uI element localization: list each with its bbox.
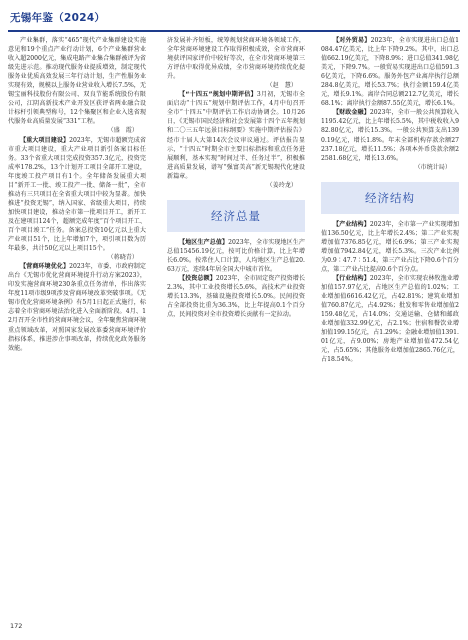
paragraph-text: 2023年，全市实现地区生产总值15456.19亿元，按可比价格计算，比上年增长6.0%。按常住人口计算，人均地区生产总值20.63万元，连续4年居全国大中城市首位。: [167, 238, 305, 273]
paragraph-investment: [167, 274, 305, 319]
paragraph-business-environment: [8, 262, 146, 352]
paragraph-industry-clusters: 产业集群，落实“465”现代产业集群建设实施意见和19个重点产业行动计划，6个产业集群营业收入超2000亿元，集成电路产业集合集群被评为省级先进示范。推动现代服务业提质增效，制定现代服务业优质高效发展三年行动计划，生产性服务业实现有效，规模以上服务业营业收入增长7.5%，无锡宝丽科技股份有限公司、双良节能系统股份有限公司，江阴高新技术产业开发区获评省两业融合设计标杆引领典型称号，12个集聚区和企业入选省现代服务业高质量发展“331”工程。: [8, 37, 146, 126]
section-banner-title: 经济结构: [365, 190, 415, 205]
paragraph-text: 2023年，全市固定资产投资增长2.3%，其中工业投资增长5.6%，高技术产业投资增长13.3%，基础设施投资增长5.0%。民间投资占全部投资比重为36.3%，比上年提高0.1个百分点，民间投资对全市投资增长贡献有一定拉动。: [167, 274, 305, 319]
section-heading-midterm-evaluation: 【“十四五”规划中期评估】: [179, 91, 257, 99]
paragraph-text: 2023年，市委、市政府制定出台《无锡市优化营商环境提升行动方案2023》，印发实施营商环境230条重点任务清单，作出落实年度11项市级9项涉及营商环境改革突破事项。《无锡市优化营商环境条例》有5月1日起正式施行，标志着全市营商环境法治化进入全面新阶段。4月、12月召开全市性的营商环境会议，全年聚焦营商环境重点领域改革，对照国家发展改革委营商环境评价指标体系，推进涉企事项改革，持续优化政务服务效能。: [8, 263, 146, 352]
paragraph-midterm-evaluation: [167, 90, 305, 180]
column-3: [321, 36, 459, 364]
page-number: 172: [10, 622, 23, 630]
paragraph-text: 2023年，无锡市超额完成省市重大项目建设，重大产业项目新引备案目标任务。33个省重大项目完成投资357.3亿元，投资完成率178.2%，13个计划开工项目全部开工建设，年度竣工投产项目有1个。全年储备发展重大项目“新开工一批、竣工投产一批、储备一批”，全市推动有三只项目在全省重大项目中较为显著。加快推进“投资无锡”，纳入国家、省级重大项目，持续加快项目建设，推动全市第一批项目开工，新开工及在建项目124个，超额完成年度“百个项目开工、百个项目竣工”任务。备案总投资10亿元以上重大产业项目51个，比上年增加7个，项引项目数为历年最多，共计50亿元以上项目15个。: [8, 136, 146, 253]
section-banner-economic-aggregate: [167, 200, 305, 232]
paragraph-text: 3月初，无锡市全面启动“十四五”规划中期评估工作，4月中旬召开全市“十四五”中期评估工作启动协调会。10月26日，《无锡市国民经济和社会发展第十四个五年规划和二〇三五年远景目标纲要》实施中期评估报告》经市十届人大第14次会议审议通过。评估报告显示，“十四五”时期全市主要目标指标和重点任务进展顺利，基本实现“时间过半、任务过半”，积极推进高质量发展，谱写“强富美高”新无锡现代化建设新篇章。: [167, 91, 305, 180]
paragraph-text: 2023年，全市实现进出口总值1084.47亿美元，比上年下降9.2%。其中，出口总值662.19亿美元，下降8.9%；进口总值341.98亿美元，下降9.7%。一般贸易实现进出口总值591.36亿美元，下降6.6%。服务外包产业离岸执行总额284.8亿美元，增长53.7%；执行金额159.4亿美元，增长9.1%。离岸合同总额212.7亿美元，增长68.1%；离岸执行金额87.55亿美元，增长6.1%。: [321, 37, 460, 108]
section-banner-title: 经济总量: [211, 208, 261, 223]
author-signature: （蒋晓青）: [107, 254, 138, 262]
paragraph-text: 2023年，全市一般公共预算收入1195.42亿元，比上年增长5.5%，其中税收收入982.80亿元，增长15.3%。一般公共预算支出1390.19亿元，增长1.8%。年末全部机构存款余额27237.18亿元，增长11.5%；各项本外币贷款余额22581.68亿元，增长13.6%。: [321, 109, 459, 162]
page-header-title: 无锡年鉴（2024）: [10, 12, 106, 24]
author-signature: （姜玲龙）: [266, 181, 297, 189]
column-1: [8, 36, 146, 353]
paragraph-text: 2023年，全市第一产业实现增加值136.50亿元，比上年增长2.4%；第二产业实现增加值7376.85亿元，增长6.9%；第三产业实现增加值7942.84亿元，增长5.3%。三次产业比例为0.9∶47.7∶51.4，第三产业占比下降0.6个百分点，第二产业占比提高0.6个百分点。: [321, 220, 459, 273]
author-signature: （盛 霞）: [107, 127, 138, 135]
section-heading-major-projects: 【重大项目建设】: [20, 136, 70, 144]
section-heading-industrial-structure: 【产业结构】: [333, 220, 370, 228]
paragraph-finance: [321, 108, 459, 162]
section-heading-investment: 【投资总额】: [179, 274, 216, 282]
section-heading-sector-structure: 【行业结构】: [333, 274, 370, 282]
section-banner-economic-structure: [321, 182, 459, 214]
paragraph-major-projects: [8, 136, 146, 254]
header-divider: [8, 30, 460, 32]
paragraph-continuation: 济发展补齐短板，统筹规划营商环境各领域工作，全年营商环境建设工作取得积极成效，全市营商环境获评国家评价中较好等次，在全市营商环境第三方评估中取得优异成绩，全市营商环境持续优化提升。: [167, 37, 305, 81]
author-signature: （市统计局）: [414, 163, 451, 171]
paragraph-foreign-trade: [321, 36, 459, 108]
paragraph-sector-structure: [321, 274, 459, 364]
author-signature: （赵 慧）: [266, 82, 297, 90]
paragraph-gdp: [167, 238, 305, 274]
section-heading-business-environment: 【营商环境优化】: [20, 263, 70, 271]
section-heading-finance: 【财政金融】: [333, 109, 370, 117]
section-heading-gdp: 【地区生产总值】: [179, 238, 229, 246]
paragraph-industrial-structure: [321, 220, 459, 274]
paragraph-text: 2023年，全市实现农林牧渔业增加值157.97亿元，占地区生产总值的1.02%；工业增加值6616.42亿元，占42.81%；建筑业增加值760.87亿元，占4.92%；批发和零售业增加值2159.48亿元，占14.0%；交通运输、仓储和邮政业增加值332.99亿元，占2.1%；住宿和餐饮业增加值199.15亿元，占1.29%；金融业增加值1391.01亿元，占9.00%；房地产业增加值472.54亿元，占5.65%；其他服务业增加值2865.76亿元，占18.54%。: [321, 274, 459, 364]
column-2: [167, 36, 305, 319]
section-heading-foreign-trade: 【对外贸易】: [333, 37, 371, 44]
